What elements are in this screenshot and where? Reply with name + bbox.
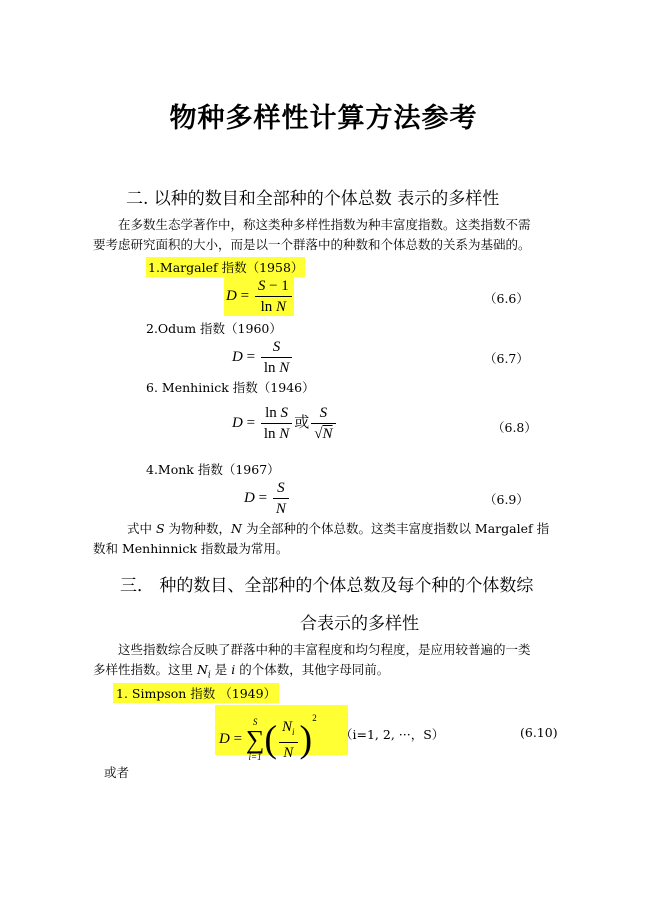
simpson-eq-number: (6.10) — [520, 725, 558, 740]
simpson-formula: D = S ∑ i=1 ( $\frac{N_i}{N}$ )$^2$ — [215, 705, 348, 755]
section-heading-2: 二. 以种的数目和全部种的个体总数 表示的多样性 — [126, 189, 500, 209]
or-text: 或 — [294, 414, 310, 431]
section2-note-line2: 数和 Menhinnick 指数最为常用。 — [93, 541, 289, 556]
margalef-eq-number: （6.6） — [484, 291, 529, 306]
odum-eq-number: （6.7） — [484, 351, 529, 366]
section2-note-line1: 式中 S 为物种数，N 为全部种的个体总数。这类丰富度指数以 Margalef 指 — [127, 521, 550, 536]
monk-formula: D = $\frac{S}{N}$ — [244, 478, 291, 519]
odum-label: 2.Odum 指数（1960） — [146, 321, 282, 336]
odum-formula: D = $\frac{S}{\text{ln N}}$ — [232, 337, 294, 378]
section2-intro-line2: 要考虑研究面积的大小，而是以一个群落中的种数和个体总数的关系为基础的。 — [93, 237, 531, 252]
or-line: 或者 — [104, 765, 130, 780]
margalef-label: 1.Margalef 指数（1958） — [146, 257, 305, 277]
section2-intro-line1: 在多数生态学著作中，称这类种多样性指数为种丰富度指数。这类指数不需 — [118, 217, 531, 232]
section3-intro-line2: 多样性指数。这里 $N_i$ 是 i 的个体数，其他字母同前。 — [93, 662, 390, 681]
margalef-formula: D = $\frac{S - 1}{\text{ln N}}$ — [224, 276, 294, 316]
section-heading-3-line2: 合表示的多样性 — [300, 614, 419, 634]
section3-intro-line1: 这些指数综合反映了群落中种的丰富程度和均匀程度，是应用较普遍的一类 — [118, 642, 531, 657]
simpson-index-range: （i=1, 2, ···，S） — [340, 727, 445, 742]
menhinick-label: 6. Menhinick 指数（1946） — [146, 380, 315, 395]
page-title: 物种多样性计算方法参考 — [169, 103, 478, 134]
menhinick-eq-number: （6.8） — [492, 420, 537, 435]
simpson-label: 1. Simpson 指数 （1949） — [113, 683, 279, 703]
section-heading-3-line1: 三． 种的数目、全部种的个体总数及每个种的个体数综 — [120, 576, 534, 596]
menhinick-formula: D = $\frac{\text{ln S}}{\text{ln N}}$ 或 $\frac{S}{√N}$ — [232, 403, 338, 444]
monk-eq-number: （6.9） — [484, 492, 529, 507]
monk-label: 4.Monk 指数（1967） — [146, 462, 280, 477]
